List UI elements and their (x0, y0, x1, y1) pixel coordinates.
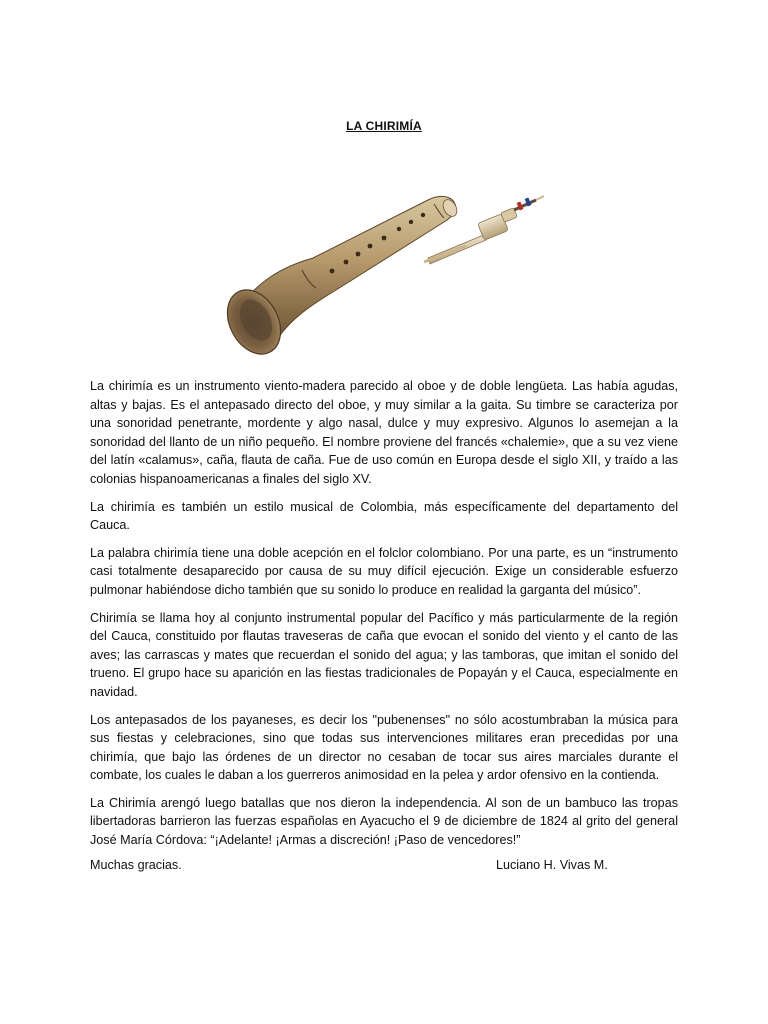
paragraph-6: La Chirimía arengó luego batallas que nos dieron la independencia. Al son de un bambuco las tropas libertadoras barrieron las fuerzas españolas en Ayacucho el 9 de diciembre de 1824 al grito del general José María Córdova: “¡Adelante! ¡Armas a discreción! ¡Paso de vencedores!” (90, 795, 678, 848)
paragraph-5: Los antepasados de los payaneses, es decir los "pubenenses" no sólo acostumbraban la música para sus fiestas y celebraciones, sino que todas sus intervenciones militares eran precedidas por una chirimía, que bajo las órdenes de un director no cesaban de tocar sus aires marciales durante el combate, los cuales le daban a los guerreros animosidad en la pelea y ardor ofensivo en la contienda. (90, 712, 678, 783)
paragraph-4: Chirimía se llama hoy al conjunto instrumental popular del Pacífico y más particularmente de la región del Cauca, constituido por flautas traveseras de caña que evocan el sonido del viento y el canto de las aves; las carrascas y mates que recuerdan el sonido del agua; y las tamboras, que imitan el sonido del trueno. El grupo hace su aparición en las fiestas tradicionales de Popayán y el Cauca, especialmente en navidad. (90, 610, 678, 699)
author-signature: Luciano H. Vivas M. (496, 858, 608, 872)
paragraph-3: La palabra chirimía tiene una doble acepción en el folclor colombiano. Por una parte, es un “instrumento casi totalmente desaparecido por causa de su muy difícil ejecución. Exige un considerable esfuerzo pulmonar habiéndose dicho también que su sonido lo produce en realidad la garganta del músico”. (90, 545, 678, 597)
document-body (90, 377, 678, 859)
page-title: LA CHIRIMÍA (346, 119, 422, 133)
closing-thanks: Muchas gracias. (90, 858, 182, 872)
paragraph-1: La chirimía es un instrumento viento-madera parecido al oboe y de doble lengüeta. Las había agudas, altas y bajas. Es el antepasado directo del oboe, y muy similar a la gaita. Su timbre se caracteriza por una sonoridad penetrante, mordente y algo nasal, dulce y muy expresivo. Algunos lo asemejan a la sonoridad del llanto de un niño pequeño. El nombre proviene del francés «chalemie», que a su vez viene del latín «calamus», caña, flauta de caña. Fue de uso común en Europa desde el siglo XII, y traído a las colonias hispanoamericanas a finales del siglo XV. (90, 379, 678, 486)
instrument-body (218, 196, 460, 363)
chirimia-instrument-image (218, 188, 548, 364)
paragraph-2: La chirimía es también un estilo musical de Colombia, más específicamente del departamento del Cauca. (90, 499, 678, 533)
closing-line (90, 856, 678, 876)
